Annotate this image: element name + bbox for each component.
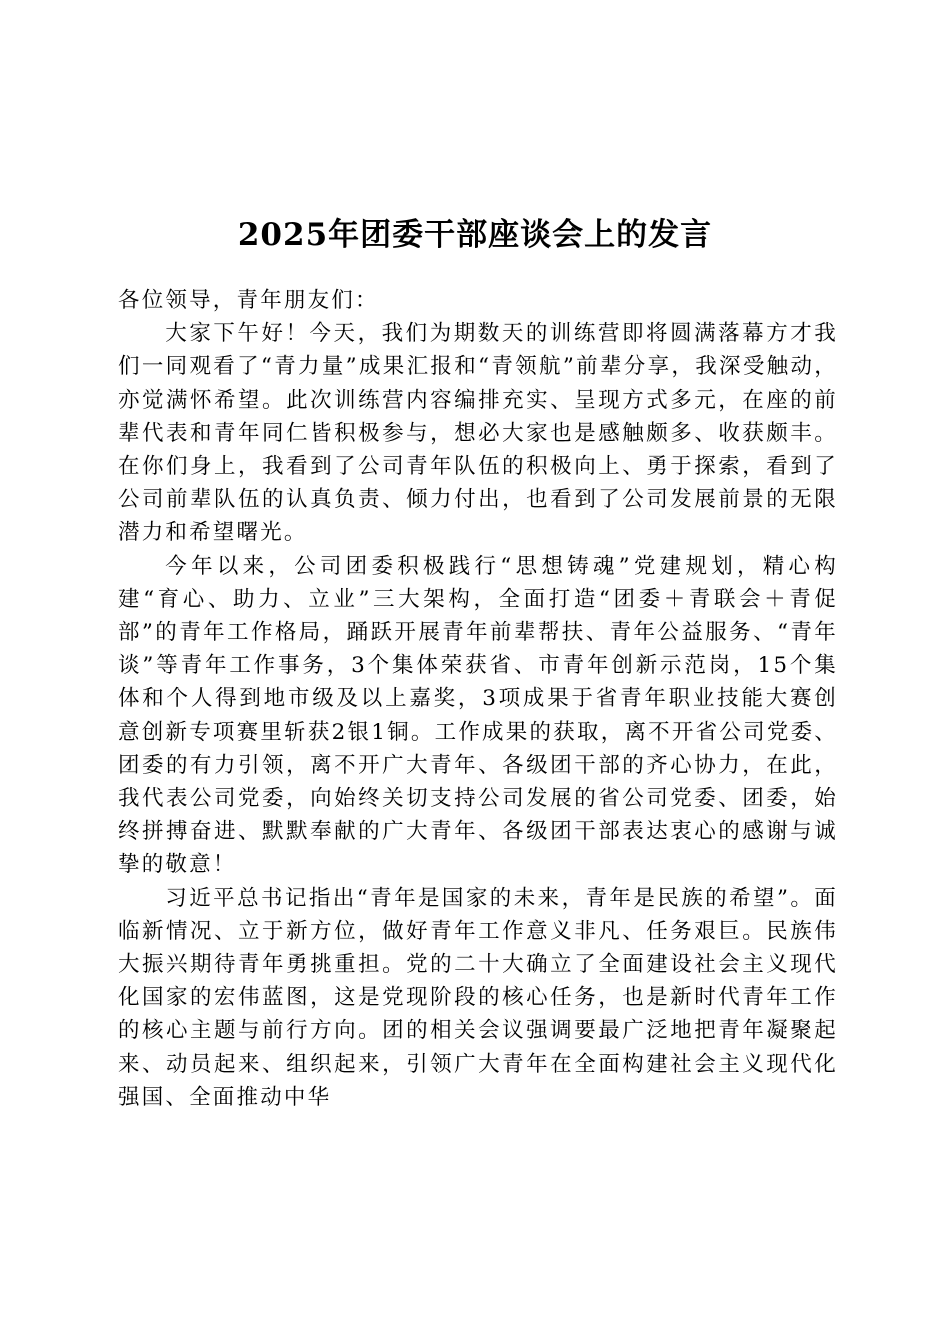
- paragraph-opening: 大家下午好！今天，我们为期数天的训练营即将圆满落幕方才我们一同观看了“青力量”成果汇报和“青领航”前辈分享，我深受触动，亦觉满怀希望。此次训练营内容编排充实、呈现方式多元，在座的前辈代表和青年同仁皆积极参与，想必大家也是感触颇多、收获颇丰。在你们身上，我看到了公司青年队伍的积极向上、勇于探索，看到了公司前辈队伍的认真负责、倾力付出，也看到了公司发展前景的无限潜力和希望曙光。: [118, 321, 838, 546]
- paragraph-achievements: 今年以来，公司团委积极践行“思想铸魂”党建规划，精心构建“育心、助力、立业”三大架构，全面打造“团委＋青联会＋青促部”的青年工作格局，踊跃开展青年前辈帮扶、青年公益服务、“青年谈”等青年工作事务，3个集体荣获省、市青年创新示范岗，15个集体和个人得到地市级及以上嘉奖，3项成果于省青年职业技能大赛创意创新专项赛里斩获2银1铜。工作成果的获取，离不开省公司党委、团委的有力引领，离不开广大青年、各级团干部的齐心协力，在此，我代表公司党委，向始终关切支持公司发展的省公司党委、团委，始终拼搏奋进、默默奉献的广大青年、各级团干部表达衷心的感谢与诚挚的敬意！: [118, 553, 838, 878]
- document-title: 2025年团委干部座谈会上的发言: [237, 216, 713, 253]
- document-body: [118, 284, 838, 1114]
- salutation: 各位领导，青年朋友们：: [118, 288, 379, 313]
- paragraph-mission: 习近平总书记指出“青年是国家的未来，青年是民族的希望”。面临新情况、立于新方位，做好青年工作意义非凡、任务艰巨。民族伟大振兴期待青年勇挑重担。党的二十大确立了全面建设社会主义现代化国家的宏伟蓝图，这是党现阶段的核心任务，也是新时代青年工作的核心主题与前行方向。团的相关会议强调要最广泛地把青年凝聚起来、动员起来、组织起来，引领广大青年在全面构建社会主义现代化强国、全面推动中华: [118, 885, 838, 1110]
